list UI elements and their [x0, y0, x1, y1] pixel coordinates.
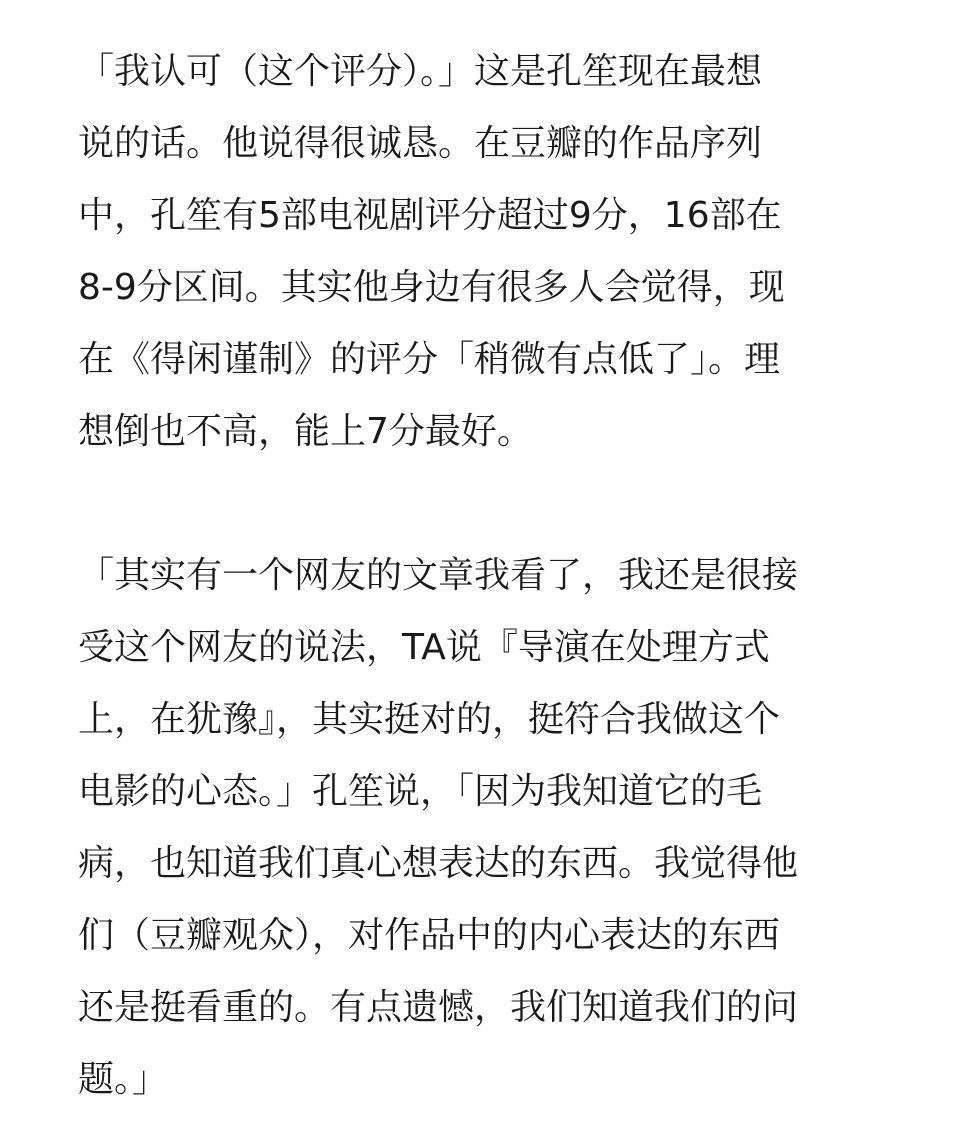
paragraph-gap [78, 468, 888, 540]
text-line: 还是挺看重的。有点遗憾，我们知道我们的问 [78, 987, 799, 1028]
text-line: 电影的心态。」孔笙说，「因为我知道它的毛 [78, 771, 763, 812]
text-line: 中，孔笙有5部电视剧评分超过9分，16部在 [78, 195, 782, 236]
text-line: 8-9分区间。其实他身边有很多人会觉得，现 [78, 267, 785, 308]
text-line: 说的话。他说得很诚恳。在豆瓣的作品序列 [78, 123, 763, 164]
text-line: 「其实有一个网友的文章我看了，我还是很接 [78, 555, 799, 596]
text-line: 病，也知道我们真心想表达的东西。我觉得他 [78, 843, 799, 884]
text-line: 「我认可（这个评分）。」这是孔笙现在最想 [78, 51, 763, 92]
text-line: 题。」 [78, 1059, 169, 1100]
paragraph-2 [78, 540, 888, 1116]
text-line: 在《得闲谨制》的评分「稍微有点低了」。理 [78, 339, 781, 380]
text-line: 上，在犹豫』，其实挺对的，挺符合我做这个 [78, 699, 781, 740]
paragraph-1 [78, 36, 888, 468]
text-line: 受这个网友的说法，TA说『导演在处理方式 [78, 627, 770, 668]
text-line: 们（豆瓣观众），对作品中的内心表达的东西 [78, 915, 781, 956]
article-body [78, 36, 888, 1116]
text-line: 想倒也不高，能上7分最好。 [78, 411, 533, 452]
